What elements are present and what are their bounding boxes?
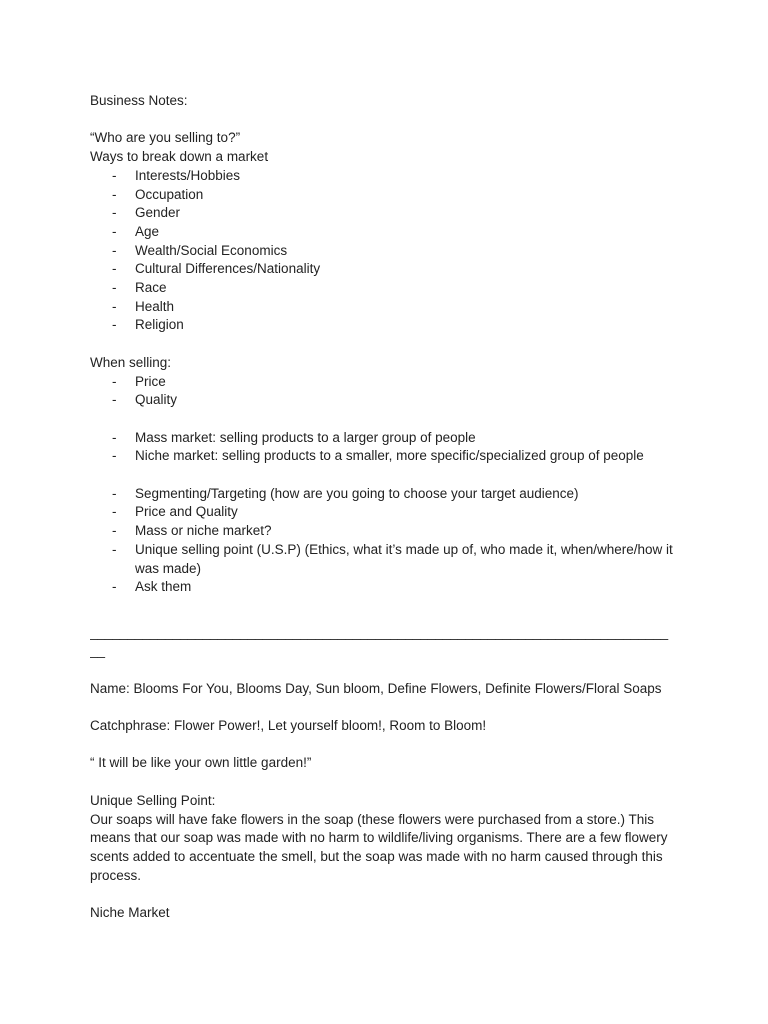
selling-heading: When selling: bbox=[90, 354, 172, 370]
list-item-text: Niche market: selling products to a smaller, more specific/specialized group of people bbox=[135, 448, 644, 464]
dash-bullet: - bbox=[112, 261, 117, 277]
market-types-list bbox=[90, 429, 680, 466]
doc-title: Business Notes: bbox=[90, 93, 188, 108]
list-item bbox=[90, 522, 680, 541]
list-item-text: Price bbox=[135, 373, 166, 389]
list-item bbox=[90, 373, 680, 392]
list-item bbox=[90, 186, 680, 205]
list-item bbox=[90, 204, 680, 223]
spacer bbox=[90, 410, 680, 429]
catchphrase-line: Catchphrase: Flower Power!, Let yourself bloom!, Room to Bloom! bbox=[90, 718, 487, 734]
quote-line: “ It will be like your own little garden!” bbox=[90, 755, 312, 771]
list-item-text: Gender bbox=[135, 205, 181, 221]
list-item-text: Ask them bbox=[135, 579, 192, 595]
list-item bbox=[90, 316, 680, 335]
usp-heading: Unique Selling Point: bbox=[90, 792, 216, 808]
dash-bullet: - bbox=[112, 429, 117, 445]
list-item-text: Segmenting/Targeting (how are you going to choose your target audience) bbox=[135, 485, 579, 501]
market-list bbox=[90, 167, 680, 335]
selling-list bbox=[90, 373, 680, 410]
list-item-text: Quality bbox=[135, 392, 178, 408]
list-item bbox=[90, 167, 680, 186]
checklist bbox=[90, 485, 680, 597]
list-item-text: Wealth/Social Economics bbox=[135, 242, 288, 258]
list-item-text: Unique selling point (U.S.P) (Ethics, what it’s made up of, who made it, when/where/how it was made) bbox=[135, 541, 673, 576]
dash-bullet: - bbox=[112, 504, 117, 520]
spacer bbox=[90, 335, 680, 354]
dash-bullet: - bbox=[112, 298, 117, 314]
list-item-text: Religion bbox=[135, 317, 184, 333]
list-item bbox=[90, 242, 680, 261]
niche-market-line: Niche Market bbox=[90, 905, 170, 921]
question-line: “Who are you selling to?” bbox=[90, 130, 241, 146]
spacer bbox=[90, 736, 680, 755]
list-item bbox=[90, 503, 680, 522]
spacer bbox=[90, 885, 680, 904]
list-item-text: Mass market: selling products to a larger group of people bbox=[135, 429, 476, 445]
list-item bbox=[90, 391, 680, 410]
divider-underscores: _____________________________________________________________________________ bbox=[90, 624, 669, 640]
dash-bullet: - bbox=[112, 186, 117, 202]
list-item bbox=[90, 260, 680, 279]
list-item bbox=[90, 223, 680, 242]
name-line: Name: Blooms For You, Blooms Day, Sun bloom, Define Flowers, Definite Flowers/Floral Soaps bbox=[90, 680, 662, 696]
spacer bbox=[90, 466, 680, 485]
usp-paragraph: Our soaps will have fake flowers in the soap (these flowers were purchased from a store.) This means that our soap was made with no harm to wildlife/living organisms. There are a few flowery scents added to accentuate the smell, but the soap was made with no harm caused through this process. bbox=[90, 811, 668, 883]
dash-bullet: - bbox=[112, 242, 117, 258]
list-item bbox=[90, 541, 680, 578]
spacer bbox=[90, 661, 680, 680]
document-page bbox=[90, 92, 680, 923]
list-item-text: Race bbox=[135, 280, 167, 296]
list-item-text: Interests/Hobbies bbox=[135, 167, 241, 183]
list-item bbox=[90, 298, 680, 317]
list-item bbox=[90, 485, 680, 504]
list-item-text: Health bbox=[135, 298, 175, 314]
spacer bbox=[90, 597, 680, 616]
dash-bullet: - bbox=[112, 373, 117, 389]
list-item bbox=[90, 279, 680, 298]
dash-bullet: - bbox=[112, 523, 117, 539]
dash-bullet: - bbox=[112, 317, 117, 333]
dash-bullet: - bbox=[112, 579, 117, 595]
list-item-text: Age bbox=[135, 223, 160, 239]
dash-bullet: - bbox=[112, 541, 117, 557]
list-item bbox=[90, 429, 680, 448]
list-item-text: Occupation bbox=[135, 186, 204, 202]
list-item bbox=[90, 447, 680, 466]
dash-bullet: - bbox=[112, 205, 117, 221]
list-item-text: Cultural Differences/Nationality bbox=[135, 261, 321, 277]
list-item-text: Price and Quality bbox=[135, 504, 238, 520]
spacer bbox=[90, 773, 680, 792]
spacer bbox=[90, 111, 680, 130]
dash-bullet: - bbox=[112, 485, 117, 501]
list-item-text: Mass or niche market? bbox=[135, 523, 272, 539]
dash-bullet: - bbox=[112, 392, 117, 408]
divider-underscores-tail: __ bbox=[90, 643, 106, 659]
dash-bullet: - bbox=[112, 448, 117, 464]
spacer bbox=[90, 698, 680, 717]
list-item bbox=[90, 578, 680, 597]
dash-bullet: - bbox=[112, 280, 117, 296]
dash-bullet: - bbox=[112, 223, 117, 239]
market-heading: Ways to break down a market bbox=[90, 149, 269, 165]
dash-bullet: - bbox=[112, 167, 117, 183]
